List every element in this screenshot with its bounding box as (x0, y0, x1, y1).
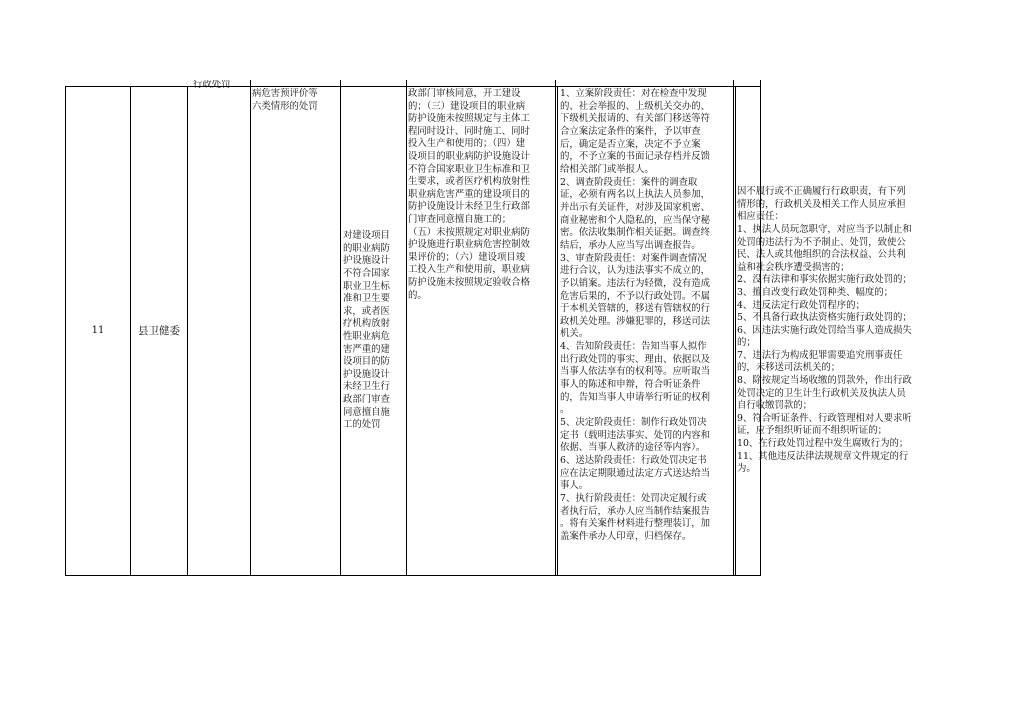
legal-basis: 政部门审核同意，开工建设 的；（三）建设项目的职业病 防护设施未按照规定与主体工 程同时设计、同时施工、同时 投入生产和使用的；（四）建 设项目的职业病防护设施设计 不符合国家职业卫生标准和卫 生要求，或者医疗机构放射性 职业病危害严重的建设项目的 防护设施设计未经卫生行政部 门审查同意擅自施工的； （五）未按照规定对职业病防 护设施进行职业病危害控制效 果评价的；（六）建设项目竣 工投入生产和使用前，职业病 防护设施未按照规定验收合格 的。 (408, 88, 530, 301)
responsibility: 1、立案阶段责任：对在检查中发现 的、社会举报的、上级机关交办的、 下级机关报请的、有关部门移送等符 合立案法定条件的案件，予以审查 后，确定是否立案，决定不予立案 的，不予立案的书面记录存档并反馈 给相关部门或举报人。 2、调查阶段责任：案件的调查取 证，必须有两名以上执法人员参加， 并出示有关证件，对涉及国家机密、 商业秘密和个人隐私的，应当保守秘 密。依法收集制作相关证据。调查终 结后，承办人应当写出调查报告。 3、审查阶段责任：对案件调查情况 进行合议，认为违法事实不成立的， 予以销案。违法行为轻微，没有造成 危害后果的，不予以行政处罚。不属 于本机关管辖的，移送有管辖权的行 政机关处理。涉嫌犯罪的，移送司法 机关。 4、告知阶段责任：告知当事人拟作 出行政处罚的事实、理由、依据以及 当事人依法享有的权利等。应听取当 事人的陈述和申辩，符合听证条件 的，告知当事人申请举行听证的权利 。 5、决定阶段责任：制作行政处罚决 定书（载明违法事实、处罚的内容和 依据、当事人救济的途径等内容）。 6、送达阶段责任：行政处罚决定书 应在法定期限通过法定方式送达给当 事人。 7、执行阶段责任：处罚决定履行或 者执行后，承办人应当制作结案报告 。将有关案件材料进行整理装订，加 盖案件承办人印章，归档保存。 (560, 88, 711, 542)
sub-item-text: 对建设项目 的职业病防 护设施设计 不符合国家 职业卫生标 准和卫生要 求，或者医 疗机构放射 性职业病危 害严重的建 设项目的防 护设施设计 未经卫生行 政部门审查 同意擅自施 工的处罚 (343, 230, 390, 431)
item-name: 病危害预评价等 六类情形的处罚 (252, 88, 318, 112)
table-bottom-border (65, 575, 761, 576)
col-border-5 (406, 80, 407, 576)
sub-item (341, 87, 406, 575)
accountability (737, 87, 1007, 575)
col-border-2 (187, 86, 188, 576)
row-number: 11 (91, 324, 105, 336)
col-border-9 (735, 86, 736, 576)
col-border-6 (555, 80, 556, 576)
col-border-8 (733, 80, 734, 576)
col-border-7 (557, 86, 558, 576)
category-fragment: 行政处罚 (193, 80, 231, 90)
department: 县卫健委 (138, 324, 180, 337)
accountability-text: 因不履行或不正确履行行政职责，有下列 情形的，行政机关及相关工作人员应承担 相应责任： 1、执法人员玩忽职守，对应当予以制止和 处罚的违法行为不予制止、处罚，致使公 民、法人或其他组织的合法权益、公共利 益和社会秩序遭受损害的； 2、没有法律和事实依据实施行政处罚的； 3、擅自改变行政处罚种类、幅度的； 4、违反法定行政处罚程序的； 5、不具备行政执法资格实施行政处罚的； 6、因违法实施行政处罚给当事人造成损失 的； 7、违法行为构成犯罪需要追究刑事责任 的，未移送司法机关的； 8、除按规定当场收缴的罚款外，作出行政 处罚决定的卫生计生行政机关及执法人员 自行收缴罚款的； 9、符合听证条件、行政管理相对人要求听 证，应予组织听证而不组织听证的； 10、在行政处罚过程中发生腐败行为的； 11、其他违反法律法规规章文件规定的行 为。 (737, 186, 912, 475)
col-border-3 (250, 80, 251, 576)
